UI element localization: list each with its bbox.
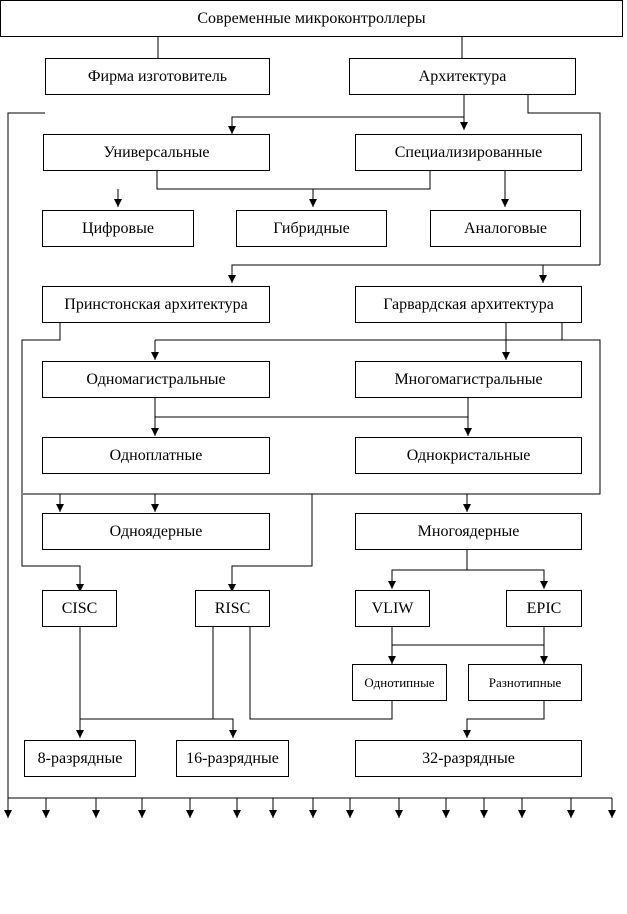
vliw-box: VLIW (355, 590, 430, 627)
single-core-box: Одноядерные (42, 513, 270, 550)
single-chip-box: Однокристальные (355, 437, 582, 474)
multi-bus-box: Многомагистральные (355, 361, 582, 398)
cisc-box: CISC (42, 590, 117, 627)
princeton-box: Принстонская архитектура (42, 286, 270, 323)
single-bus-box: Одномагистральные (42, 361, 270, 398)
multi-core-box: Многоядерные (355, 513, 582, 550)
architecture-box: Архитектура (349, 58, 576, 95)
heterogeneous-box: Разнотипные (468, 664, 582, 701)
analog-box: Аналоговые (430, 210, 581, 247)
harvard-box: Гарвардская архитектура (355, 286, 582, 323)
8-bit-box: 8-разрядные (24, 740, 136, 777)
universal-box: Универсальные (43, 134, 270, 171)
risc-box: RISC (195, 590, 270, 627)
16-bit-box: 16-разрядные (176, 740, 289, 777)
homogeneous-box: Однотипные (352, 664, 447, 701)
single-board-box: Одноплатные (42, 437, 270, 474)
32-bit-box: 32-разрядные (355, 740, 582, 777)
manufacturer-box: Фирма изготовитель (45, 58, 270, 95)
digital-box: Цифровые (42, 210, 194, 247)
specialized-box: Специализированные (355, 134, 582, 171)
root-box: Современные микроконтроллеры (0, 0, 623, 37)
hybrid-box: Гибридные (236, 210, 387, 247)
epic-box: EPIC (506, 590, 582, 627)
